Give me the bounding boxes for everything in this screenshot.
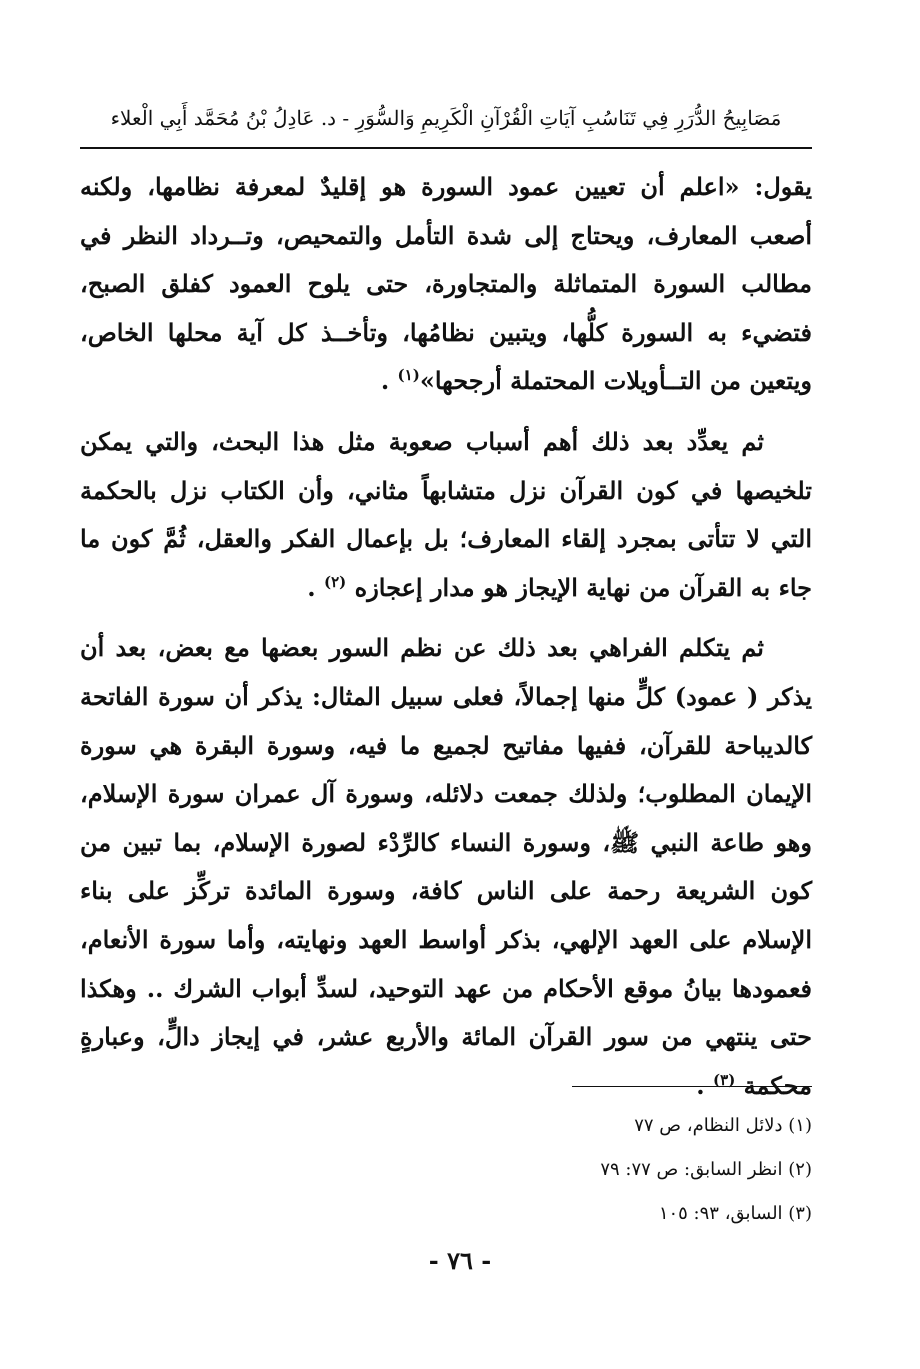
paragraph-1 <box>80 163 812 406</box>
footnote-1: (١) دلائل النظام، ص ٧٧ <box>634 1115 812 1136</box>
paragraph-3-end: . <box>696 1070 705 1100</box>
footnote-marker-2: (٢) <box>324 572 347 591</box>
paragraph-1-text: يقول: «اعلم أن تعيين عمود السورة هو إقليدٌ لمعرفة نظامها، ولكنه أصعب المعارف، ويحتاج إلى شدة التأمل والتمحيص، وتــرداد النظر في مطالب السورة المتماثلة والمتجاورة، حتى يلوح العمود كفلق الصبح، فتضيء به السورة كلُّها، ويتبين نظامُها، وتأخــذ كل آية محلها الخاص، ويتعين من التــأويلات المحتملة أرجحها» <box>80 172 812 396</box>
paragraph-2-end: . <box>307 572 316 602</box>
paragraph-3 <box>80 624 812 1110</box>
main-text <box>80 163 812 1122</box>
footnote-2: (٢) انظر السابق: ص ٧٧: ٧٩ <box>600 1159 812 1180</box>
page-number: - ٧٦ - <box>428 1246 492 1275</box>
paragraph-3-text: ثم يتكلم الفراهي بعد ذلك عن نظم السور بعضها مع بعض، بعد أن يذكر ( عمود) كلٍّ منها إجمالاً، فعلى سبيل المثال: يذكر أن سورة الفاتحة كالديباحة للقرآن، ففيها مفاتيح لجميع ما فيه، وسورة البقرة هي سورة الإيمان المطلوب؛ ولذلك جمعت دلائله، وسورة آل عمران سورة الإسلام، وهو طاعة النبي ﷺ، وسورة النساء كالرِّدْء لصورة الإسلام، بما تبين من كون الشريعة رحمة على الناس كافة، وسورة المائدة تركِّز على بناء الإسلام على العهد الإلهي، بذكر أواسط العهد ونهايته، وأما سورة الأنعام، فعمودها بيانُ موقع الأحكام من عهد التوحيد، لسدِّ أبواب الشرك .. وهكذا حتى ينتهي من سور القرآن المائة والأربع عشر، في إيجاز دالٍّ، وعبارةٍ محكمة <box>80 633 813 1100</box>
paragraph-2-text: ثم يعدِّد بعد ذلك أهم أسباب صعوبة مثل هذا البحث، والتي يمكن تلخيصها في كون القرآن نزل متشابهاً مثاني، وأن الكتاب نزل بالحكمة التي لا تتأتى بمجرد إلقاء المعارف؛ بل بإعمال الفكر والعقل، ثُمَّ كون ما جاء به القرآن من نهاية الإيجاز هو مدار إعجازه <box>80 426 812 602</box>
footnote-marker-3: (٣) <box>713 1070 736 1089</box>
footnote-3: (٣) السابق، ٩٣: ١٠٥ <box>658 1203 812 1224</box>
footnote-rule <box>572 1086 812 1087</box>
paragraph-1-end: . <box>380 366 390 396</box>
footnote-marker-1: (١) <box>397 366 420 385</box>
footnotes <box>80 1104 812 1236</box>
header-rule <box>80 147 812 149</box>
paragraph-2 <box>80 418 812 612</box>
running-header: مَصَابِيحُ الدُّرَرِ فِي تَنَاسُبِ آيَاتِ الْقُرْآنِ الْكَرِيمِ وَالسُّوَرِ - د. عَادِلُ بْنُ مُحَمَّد أَبِي الْعلاء <box>110 106 782 130</box>
